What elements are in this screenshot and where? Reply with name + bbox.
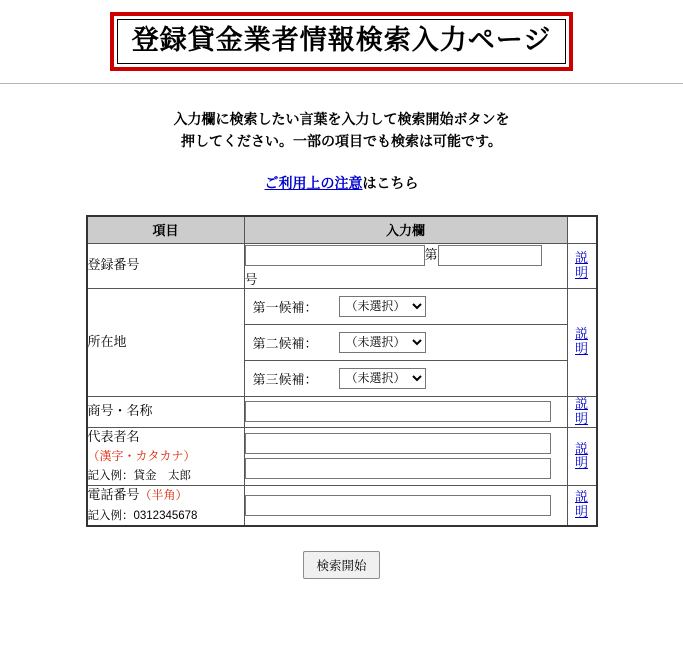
search-start-button[interactable]: 検索開始: [303, 551, 379, 579]
search-table: [86, 215, 598, 527]
help-cell: [567, 243, 597, 288]
help-cell: [567, 288, 597, 396]
intro-line-1: 入力欄に検索したい言葉を入力して検索開始ボタンを: [173, 111, 510, 128]
registration-between-text: 第: [424, 246, 438, 262]
representative-input-cell: [244, 427, 567, 485]
help-cell: [567, 427, 597, 485]
location-select-group: [244, 288, 567, 396]
column-header-item: 項目: [87, 216, 245, 244]
intro-line-2: 押してください。一部の項目でも検索は可能です。: [181, 133, 502, 150]
trade-name-input[interactable]: [245, 401, 551, 422]
help-link-representative-name[interactable]: 説明: [575, 440, 589, 471]
page-title: 登録貸金業者情報検索入力ページ: [131, 25, 552, 56]
representative-example: 記入例：貸金 太郎: [87, 470, 191, 483]
row-label-representative-name: [87, 427, 245, 485]
location-candidate-2-label: 第二候補：: [252, 335, 318, 351]
location-candidate-2: [245, 324, 567, 360]
location-candidate-2-select[interactable]: [339, 332, 426, 353]
title-frame-inner: [117, 19, 566, 64]
column-header-help-spacer: [567, 216, 597, 244]
help-link-trade-name[interactable]: 説明: [575, 395, 589, 426]
registration-suffix-label: 号: [244, 271, 258, 287]
phone-label-hankaku-note: （半角）: [139, 488, 188, 503]
row-label-registration-number: 登録番号: [87, 243, 245, 288]
row-label-location: 所在地: [87, 288, 245, 396]
intro-text: [0, 108, 683, 153]
help-cell: [567, 396, 597, 427]
phone-number-input[interactable]: [245, 495, 551, 516]
table-row: [87, 288, 597, 396]
notice-line: [0, 173, 683, 193]
help-link-phone-number[interactable]: 説明: [575, 489, 589, 520]
usage-notice-suffix: はこちら: [362, 174, 419, 191]
row-label-trade-name: 商号・名称: [87, 396, 245, 427]
submit-area: [0, 551, 683, 579]
location-candidate-1-label: 第一候補：: [252, 299, 318, 315]
usage-notice-link[interactable]: ご利用上の注意: [264, 174, 363, 191]
help-cell: [567, 486, 597, 526]
representative-name-kana-input[interactable]: [245, 458, 551, 479]
registration-number-prefix-input[interactable]: [245, 245, 425, 266]
column-header-input: 入力欄: [244, 216, 567, 244]
table-row: [87, 486, 597, 526]
phone-example: 記入例：0312345678: [87, 509, 198, 522]
help-link-registration-number[interactable]: 説明: [575, 249, 589, 280]
phone-label-main: 電話番号: [87, 487, 140, 503]
title-frame-outer: [110, 12, 573, 71]
representative-label-kana-note: （漢字・カタカナ）: [87, 448, 196, 463]
table-row: [87, 427, 597, 485]
location-candidate-1: [245, 289, 567, 324]
registration-number-suffix-input[interactable]: [438, 245, 542, 266]
table-row: [87, 243, 597, 288]
help-link-location[interactable]: 説明: [575, 326, 589, 357]
location-candidate-3-label: 第三候補：: [252, 371, 318, 387]
table-header-row: [87, 216, 597, 244]
location-candidate-3-select[interactable]: [339, 368, 426, 389]
search-form: [0, 215, 683, 527]
representative-name-kanji-input[interactable]: [245, 433, 551, 454]
row-label-phone-number: [87, 486, 245, 526]
trade-name-input-cell: [244, 396, 567, 427]
representative-label-main: 代表者名: [87, 428, 140, 444]
table-row: [87, 396, 597, 427]
registration-number-inputs: [244, 243, 567, 288]
location-candidate-3: [245, 360, 567, 396]
location-candidate-1-select[interactable]: [339, 296, 426, 317]
phone-input-cell: [244, 486, 567, 526]
page-header: [0, 0, 683, 84]
